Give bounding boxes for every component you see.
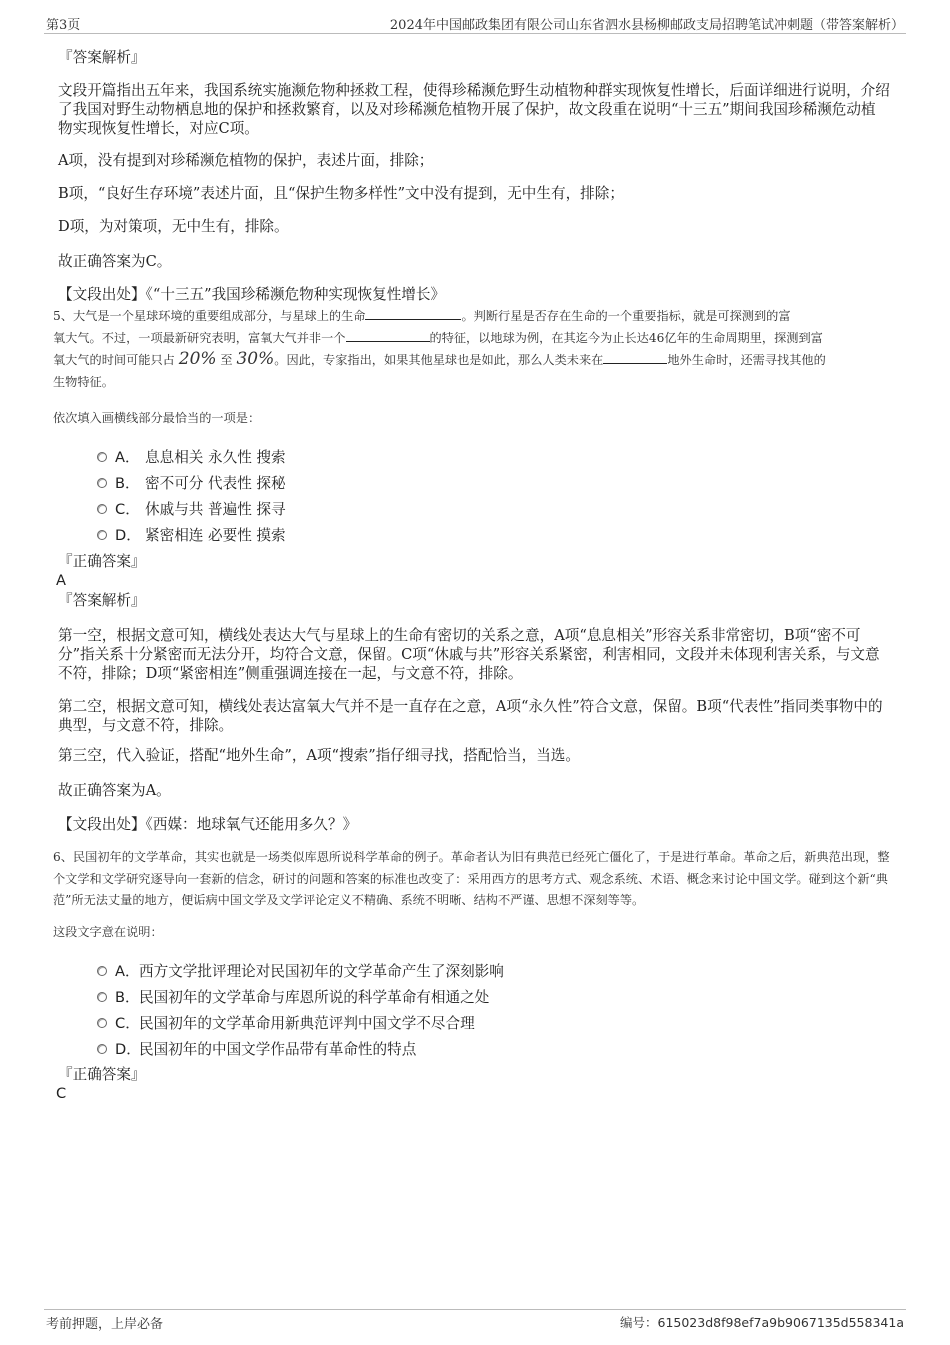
q6-option-a[interactable] [97, 960, 504, 981]
radio-button[interactable] [97, 1018, 107, 1028]
q6-prompt: 这段文字意在说明： [53, 925, 163, 939]
q5-source-label: 【文段出处】 [58, 816, 146, 833]
q4-analysis-paragraph: 文段开篇指出五年来，我国系统实施濒危物种拯救工程，使得珍稀濒危野生动植物种群实现恢复性增长，后面详细进行说明，介绍了我国对野生动物栖息地的保护和拯救繁育，以及对珍稀濒危植物开展了保护，故文段重在说明“十三五”期间我国珍稀濒危动植物实现恢复性增长，对应C项。 [58, 82, 890, 137]
option-letter: B． [115, 989, 140, 1006]
header-divider [44, 33, 906, 34]
option-text: 西方文学批评理论对民国初年的文学革命产生了深刻影响 [139, 963, 504, 980]
q5-analysis-paragraph-1: 第一空，根据文意可知，横线处表达大气与星球上的生命有密切的关系之意，A项“息息相关”形容关系非常密切，B项“密不可分”指关系十分紧密而无法分开，均符合文意，保留。C项“休戚与共”形容关系紧密，利害相同，文段并未体现利害关系，与文意不符，排除；D项“紧密相连”侧重强调连接在一起，与文意不符，排除。 [58, 627, 880, 682]
option-text: 息息相关 永久性 搜索 [145, 449, 286, 466]
option-text: 民国初年的文学革命与库恩所说的科学革命有相通之处 [139, 989, 490, 1006]
q5-option-a[interactable] [97, 446, 286, 467]
radio-button[interactable] [97, 530, 107, 540]
q5-blank-1 [365, 307, 461, 320]
footer-divider [44, 1309, 906, 1310]
radio-button[interactable] [97, 992, 107, 1002]
q5-stem-part: 至 [220, 353, 233, 367]
document-title: 2024年中国邮政集团有限公司山东省泗水县杨柳邮政支局招聘笔试冲刺题（带答案解析） [389, 18, 904, 33]
q5-stem-part: 地外生命时，还需寻找其他的 [667, 353, 826, 367]
q5-stem-part: 生物特征。 [53, 374, 114, 389]
option-letter: C． [115, 1015, 140, 1032]
option-letter: A． [115, 449, 140, 466]
q5-percent-high: 30% [236, 349, 275, 369]
q5-stem [53, 306, 893, 393]
option-text: 密不可分 代表性 探秘 [145, 475, 286, 492]
option-letter: D． [115, 1041, 141, 1058]
q5-analysis-paragraph-2: 第二空，根据文意可知，横线处表达富氧大气并不是一直存在之意，A项“永久性”符合文意，保留。B项“代表性”指同类事物中的典型，与文意不符，排除。 [58, 698, 883, 734]
q6-answer-label: 『正确答案』 [58, 1066, 146, 1083]
q5-blank-3 [603, 351, 667, 364]
radio-button[interactable] [97, 452, 107, 462]
q5-analysis-label: 『答案解析』 [58, 592, 146, 609]
q5-stem-part: 氧大气的时间可能只占 [53, 353, 175, 367]
q6-stem: 6、民国初年的文学革命，其实也就是一场类似库恩所说科学革命的例子。革命者认为旧有典范已经死亡僵化了，于是进行革命。革命之后，新典范出现，整个文学和文学研究逐导向一套新的信念，研讨的问题和答案的标准也改变了：采用西方的思考方式、观念系统、术语、概念来讨论中国文学。碰到这个新“典范”所无法丈量的地方，便诟病中国文学及文学评论定义不精确、系统不明晰、结构不严谨、思想不深刻等等。 [53, 850, 890, 907]
radio-button[interactable] [97, 966, 107, 976]
q4-analysis-label: 『答案解析』 [58, 49, 146, 66]
option-text: 民国初年的文学革命用新典范评判中国文学不尽合理 [139, 1015, 475, 1032]
option-text: 民国初年的中国文学作品带有革命性的特点 [139, 1041, 417, 1058]
q5-option-c[interactable] [97, 498, 286, 519]
q4-analysis-option-a: A项，没有提到对珍稀濒危植物的保护，表述片面，排除； [58, 152, 434, 169]
q4-source-label: 【文段出处】 [58, 286, 146, 303]
radio-button[interactable] [97, 1044, 107, 1054]
q6-option-c[interactable] [97, 1012, 475, 1033]
q4-source [58, 285, 445, 304]
q5-stem-part: 5、大气是一个星球环境的重要组成部分，与星球上的生命 [53, 309, 366, 323]
footer-slogan: 考前押题，上岸必备 [46, 1317, 164, 1332]
q5-stem-part: 。因此，专家指出，如果其他星球也是如此，那么人类未来在 [274, 353, 604, 367]
q5-source [58, 815, 357, 834]
option-text: 休戚与共 普遍性 探寻 [145, 501, 286, 518]
option-text: 紧密相连 必要性 摸索 [145, 527, 286, 544]
option-letter: B． [115, 475, 140, 492]
q6-option-d[interactable] [97, 1038, 416, 1059]
page-number: 第3页 [46, 18, 81, 33]
q5-answer-label: 『正确答案』 [58, 553, 146, 570]
option-letter: D． [115, 527, 141, 544]
q4-analysis-option-b: B项，“良好生存环境”表述片面，且“保护生物多样性”文中没有提到，无中生有，排除； [58, 185, 624, 202]
q4-analysis-option-d: D项，为对策项，无中生有，排除。 [58, 218, 289, 235]
q5-answer: A [56, 572, 66, 589]
q6-answer: C [56, 1085, 67, 1102]
radio-button[interactable] [97, 478, 107, 488]
q5-blank-2 [346, 329, 430, 342]
q5-stem-part: 。判断行星是否存在生命的一个重要指标，就是可探测到的富 [461, 309, 791, 323]
q4-conclusion: 故正确答案为C。 [58, 253, 172, 270]
q5-stem-part: 氧大气。不过，一项最新研究表明，富氧大气并非一个 [53, 330, 346, 345]
q5-prompt: 依次填入画横线部分最恰当的一项是： [53, 411, 261, 425]
option-letter: A． [115, 963, 140, 980]
q6-option-b[interactable] [97, 986, 489, 1007]
document-id: 编号：615023d8f98ef7a9b9067135d558341a [620, 1315, 904, 1330]
q5-percent-low: 20% [178, 349, 217, 369]
q5-source-text: 《西媒：地球氧气还能用多久？》 [145, 816, 358, 833]
q5-option-d[interactable] [97, 524, 286, 545]
option-letter: C． [115, 501, 140, 518]
q5-option-b[interactable] [97, 472, 286, 493]
radio-button[interactable] [97, 504, 107, 514]
q5-stem-part: 的特征，以地球为例，在其迄今为止长达46亿年的生命周期里，探测到富 [429, 330, 823, 345]
q4-source-text: 《“十三五”我国珍稀濒危物种实现恢复性增长》 [145, 286, 446, 303]
q5-conclusion: 故正确答案为A。 [58, 782, 171, 799]
q5-analysis-paragraph-3: 第三空，代入验证，搭配“地外生命”，A项“搜索”指仔细寻找，搭配恰当，当选。 [58, 747, 580, 764]
